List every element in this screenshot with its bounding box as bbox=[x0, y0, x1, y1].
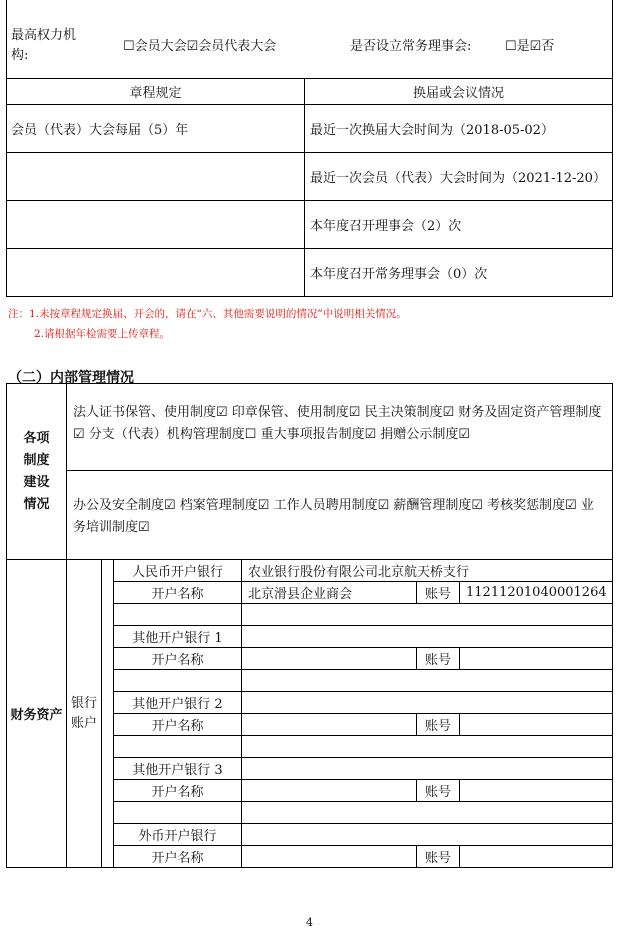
col-rule-header: 章程规定 bbox=[7, 79, 305, 105]
foreign-account-name-label: 开户名称 bbox=[114, 846, 242, 868]
bank-label-1: 银行 bbox=[70, 695, 97, 711]
systems-label-1: 各项 bbox=[23, 430, 50, 446]
systems-label-2: 制度 bbox=[23, 452, 50, 468]
other-bank-1-label: 其他开户银行 1 bbox=[114, 626, 242, 648]
other-bank-2-value bbox=[242, 692, 613, 714]
other-bank-1-value bbox=[242, 626, 613, 648]
meeting-2: 最近一次会员（代表）大会时间为（2021-12-20） bbox=[305, 153, 613, 201]
blank-cell bbox=[114, 802, 242, 824]
rmb-bank-value: 农业银行股份有限公司北京航天桥支行 bbox=[242, 560, 613, 582]
finance-table bbox=[6, 559, 613, 868]
section-title: （二）内部管理情况 bbox=[8, 370, 134, 386]
foreign-account-no bbox=[460, 846, 613, 868]
blank-cell bbox=[114, 670, 242, 692]
foreign-account-no-label: 账号 bbox=[417, 846, 460, 868]
rule-empty-2 bbox=[7, 201, 305, 249]
other-bank-2-account-no-label: 账号 bbox=[417, 714, 460, 736]
other-bank-1-account-name-label: 开户名称 bbox=[114, 648, 242, 670]
other-bank-2-account-name bbox=[242, 714, 417, 736]
other-bank-3-label: 其他开户银行 3 bbox=[114, 758, 242, 780]
other-bank-3-value bbox=[242, 758, 613, 780]
blank-cell bbox=[242, 802, 613, 824]
other-bank-2-account-no bbox=[460, 714, 613, 736]
other-bank-2-label: 其他开户银行 2 bbox=[114, 692, 242, 714]
governance-table bbox=[6, 0, 613, 297]
foreign-bank-label: 外币开户银行 bbox=[114, 824, 242, 846]
spacer-col bbox=[102, 560, 114, 868]
col-meeting-header: 换届或会议情况 bbox=[305, 79, 613, 105]
rmb-account-no: 11211201040001264 bbox=[460, 582, 613, 604]
other-bank-2-account-name-label: 开户名称 bbox=[114, 714, 242, 736]
systems-block-1: 法人证书保管、使用制度☑ 印章保管、使用制度☑ 民主决策制度☑ 财务及固定资产管理制度☑ 分支（代表）机构管理制度☐ 重大事项报告制度☑ 捐赠公示制度☑ bbox=[67, 384, 613, 471]
meeting-4: 本年度召开常务理事会（0）次 bbox=[305, 249, 613, 297]
foreign-account-name bbox=[242, 846, 417, 868]
systems-table bbox=[6, 383, 613, 560]
blank-cell bbox=[114, 604, 242, 626]
authority-label: 最高权力机构: bbox=[11, 28, 77, 63]
systems-label-3: 建设 bbox=[23, 474, 50, 490]
systems-block-2: 办公及安全制度☑ 档案管理制度☑ 工作人员聘用制度☑ 薪酬管理制度☑ 考核奖惩制度☑ 业务培训制度☑ bbox=[67, 471, 613, 560]
rule-text: 会员（代表）大会每届（5）年 bbox=[7, 105, 305, 153]
bank-label-2: 账户 bbox=[70, 715, 97, 731]
rmb-account-name: 北京滑县企业商会 bbox=[242, 582, 417, 604]
other-bank-3-account-name-label: 开户名称 bbox=[114, 780, 242, 802]
council-label: 是否设立常务理事会: bbox=[350, 39, 472, 54]
systems-label bbox=[7, 384, 67, 560]
bank-accounts-label bbox=[67, 560, 102, 868]
other-bank-1-account-name bbox=[242, 648, 417, 670]
authority-row bbox=[7, 0, 613, 79]
systems-label-4: 情况 bbox=[23, 496, 50, 512]
other-bank-1-account-no bbox=[460, 648, 613, 670]
blank-cell bbox=[242, 736, 613, 758]
other-bank-3-account-no-label: 账号 bbox=[417, 780, 460, 802]
rmb-account-name-label: 开户名称 bbox=[114, 582, 242, 604]
other-bank-3-account-name bbox=[242, 780, 417, 802]
rule-empty-3 bbox=[7, 249, 305, 297]
meeting-1: 最近一次换届大会时间为（2018-05-02） bbox=[305, 105, 613, 153]
other-bank-1-account-no-label: 账号 bbox=[417, 648, 460, 670]
blank-cell bbox=[114, 736, 242, 758]
finance-label: 财务资产 bbox=[7, 560, 67, 868]
rule-empty-1 bbox=[7, 153, 305, 201]
rmb-account-no-label: 账号 bbox=[417, 582, 460, 604]
meeting-3: 本年度召开理事会（2）次 bbox=[305, 201, 613, 249]
note-1: 注：1.未按章程规定换届、开会的，请在“六、其他需要说明的情况”中说明相关情况。 bbox=[8, 308, 407, 320]
blank-cell bbox=[242, 670, 613, 692]
authority-options: ☐会员大会☑会员代表大会 bbox=[123, 39, 277, 54]
page-number: 4 bbox=[306, 916, 313, 929]
other-bank-3-account-no bbox=[460, 780, 613, 802]
foreign-bank-value bbox=[242, 824, 613, 846]
note-2: 2.请根据年检需要上传章程。 bbox=[34, 328, 171, 340]
rmb-bank-label: 人民币开户银行 bbox=[114, 560, 242, 582]
blank-cell bbox=[242, 604, 613, 626]
council-options: ☐是☑否 bbox=[505, 39, 555, 54]
